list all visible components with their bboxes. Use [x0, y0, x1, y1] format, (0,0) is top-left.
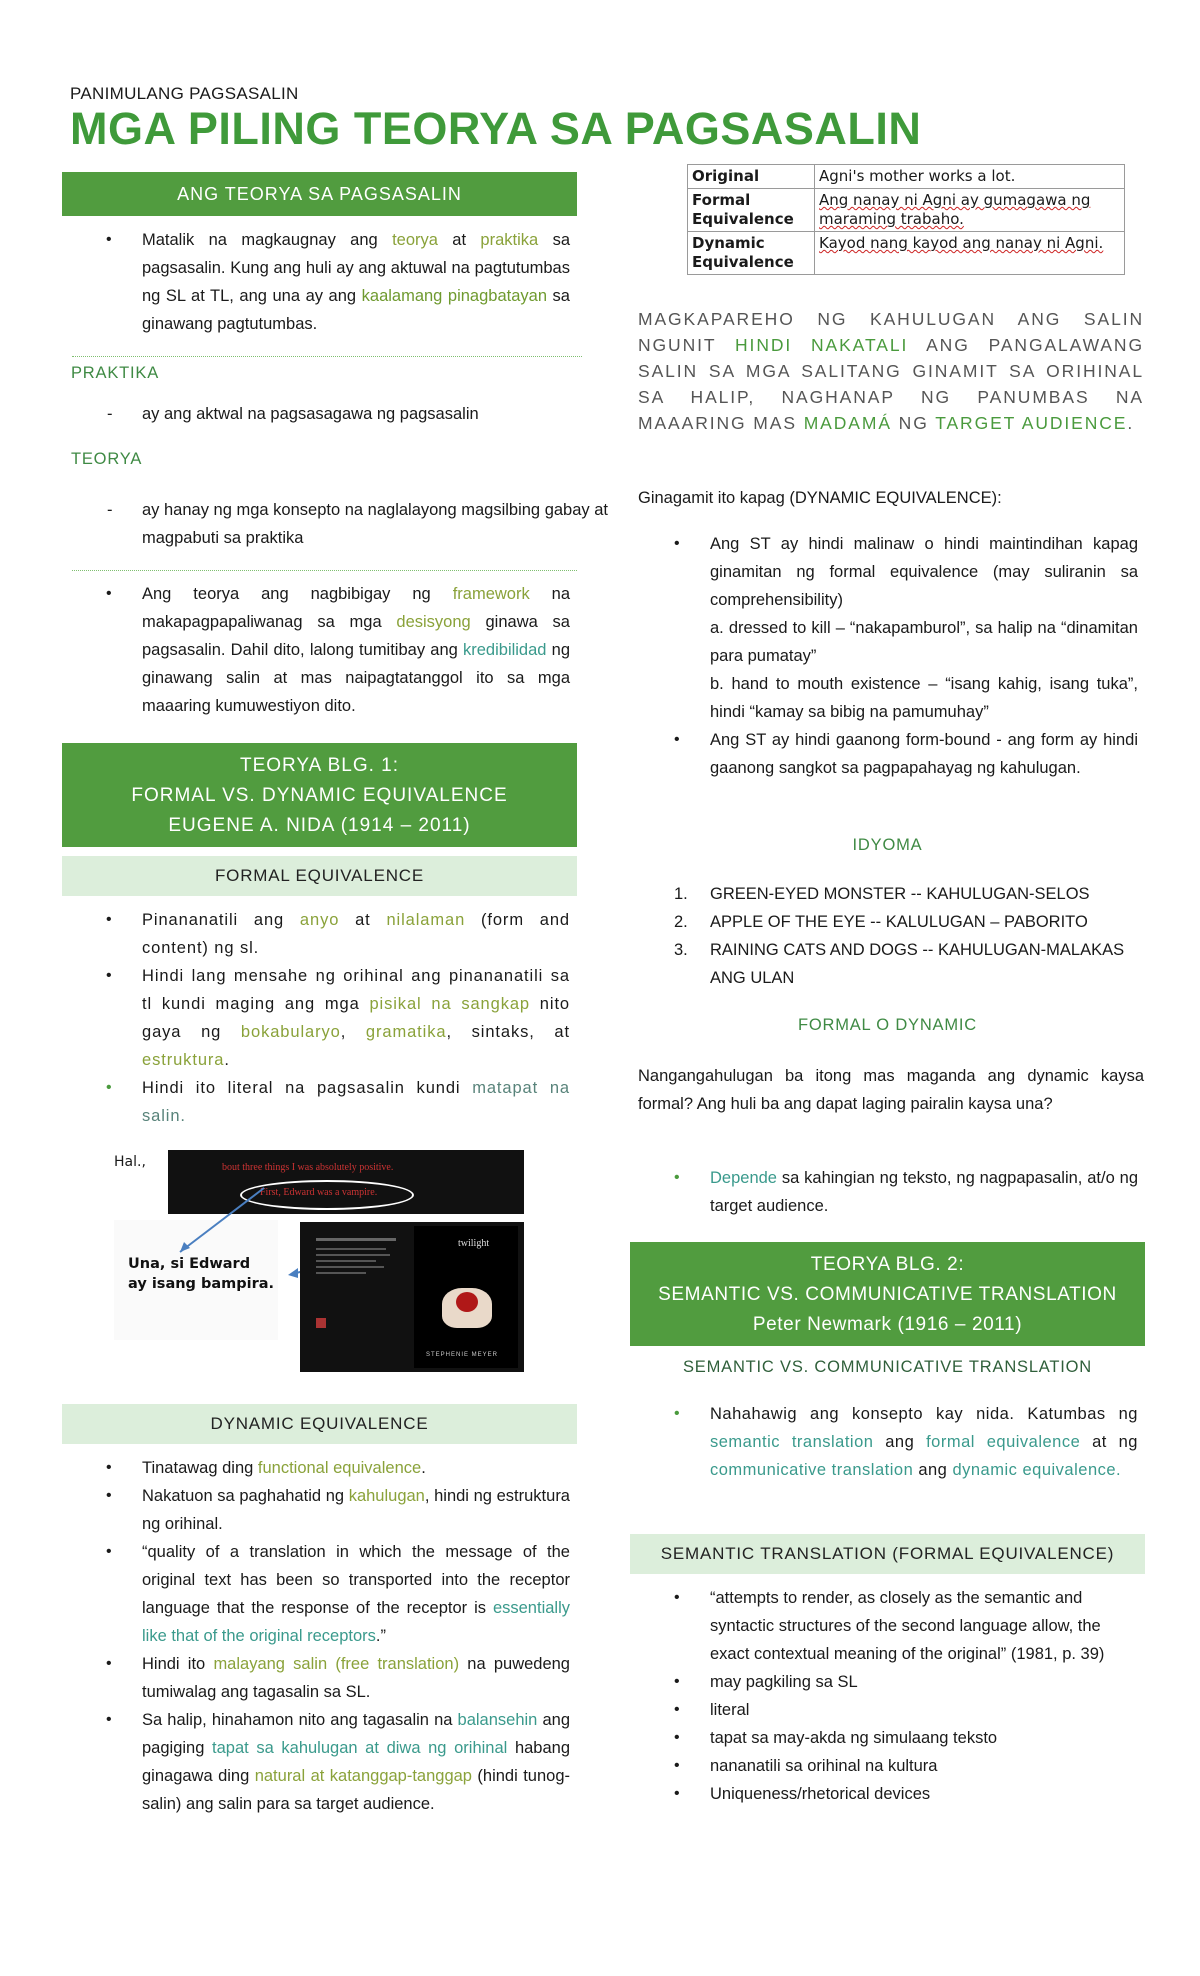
page-title: MGA PILING TEORYA SA PAGSASALIN [70, 103, 922, 154]
praktika-definition: - ay ang aktwal na pagsasagawa ng pagsasalin [62, 400, 650, 428]
list-item: • Sa halip, hinahamon nito ang tagasalin na balansehin ang pagiging tapat sa kahulugan at diwa ng orihinal habang ginagawa ding natural at katanggap-tanggap (hindi tunog-salin) ang salin para sa target audience. [62, 1706, 570, 1818]
framework-list [62, 580, 570, 720]
table-cell: Formal Equivalence [688, 189, 815, 232]
example-figure [114, 1146, 584, 1376]
table-row [688, 189, 1125, 232]
dynamic-list [62, 1454, 570, 1818]
list-item: • Nahahawig ang konsepto kay nida. Katumbas ng semantic translation ang formal equivalence at ng communicative translation ang dynamic equivalence. [630, 1400, 1138, 1484]
formal-equivalence-band: FORMAL EQUIVALENCE [62, 856, 577, 896]
list-item: • Hindi ito malayang salin (free translation) na puwedeng tumiwalag ang tagasalin sa SL. [62, 1650, 570, 1706]
teorya-2-number: TEORYA BLG. 2: [810, 1254, 965, 1275]
list-item: • Hindi ito literal na pagsasalin kundi matapat na salin. [62, 1074, 570, 1130]
summary-text: MAGKAPAREHO NG KAHULUGAN ANG SALIN NGUNIT HINDI NAKATALI ANG PANGALAWANG SALIN SA MGA SALITANG GINAMIT SA ORIHINAL SA HALIP, NAGHANAP NG PANUMBAS NA MAAARING MAS MADAMÁ NG TARGET AUDIENCE. [638, 309, 1144, 433]
example-b: b. hand to mouth existence – “isang kahig, isang tuka”, hindi “kamay sa bibig na pamumuhay” [710, 675, 1138, 721]
list-item: • Pinananatili ang anyo at nilalaman (form and content) ng sl. [62, 906, 570, 962]
teorya-2-name: SEMANTIC VS. COMMUNICATIVE TRANSLATION [658, 1284, 1117, 1305]
book-quote-line-2: First, Edward was a vampire. [260, 1187, 378, 1198]
list-item: • Ang teorya ang nagbibigay ng framework na makapagpapaliwanag sa mga desisyong ginawa sa pagsasalin. Dahil dito, lalong tumitibay ang kredibilidad ng ginawang salin at mas naipagtatanggol ito sa mga maaaring kumuwestiyon dito. [62, 580, 570, 720]
list-item [630, 530, 1138, 726]
depende-list [630, 1164, 1138, 1220]
list-item: • Nakatuon sa paghahatid ng kahulugan, hindi ng estruktura ng orihinal. [62, 1482, 570, 1538]
praktika-heading: PRAKTIKA [71, 364, 160, 382]
arrow-head [288, 1268, 298, 1278]
ginagamit-reason-1: • Ang ST ay hindi malinaw o hindi maintindihan kapag ginamitan ng formal equivalence (may suliranin sa comprehensibility) [710, 535, 1138, 609]
list-item: • Ang ST ay hindi gaanong form-bound - ang form ay hindi gaanong sangkot sa pagpapahayag ng kahulugan. [630, 726, 1138, 782]
list-item: • Hindi lang mensahe ng orihinal ang pinananatili sa tl kundi maging ang mga pisikal na sangkap nito gaya ng bokabularyo, gramatika, sintaks, at estruktura. [62, 962, 570, 1074]
list-item: 2. APPLE OF THE EYE -- KALULUGAN – PABORITO [674, 913, 1088, 931]
list-item: • Uniqueness/rhetorical devices [630, 1780, 1138, 1808]
list-item: 3. RAINING CATS AND DOGS -- KAHULUGAN-MALAKAS ANG ULAN [674, 941, 1125, 987]
idyoma-heading: IDYOMA [852, 836, 923, 854]
table-cell: Dynamic Equivalence [688, 232, 815, 275]
table-cell: Ang nanay ni Agni ay gumagawa ng maraming trabaho. [815, 189, 1125, 232]
page-subtitle: PANIMULANG PAGSASALIN [70, 84, 299, 103]
handwritten-line-2: ay isang bampira. [128, 1276, 275, 1292]
teorya-2-band [630, 1242, 1145, 1346]
list-item: • “attempts to render, as closely as the semantic and syntactic structures of the second language allow, the exact contextual meaning of the original” (1981, p. 39) [630, 1584, 1138, 1668]
book-back-cover [308, 1230, 404, 1364]
ginagamit-list [630, 530, 1138, 782]
table-cell: Original [688, 165, 815, 189]
formal-list [62, 906, 570, 1130]
book-quote-line-1: bout three things I was absolutely positive. [222, 1162, 394, 1173]
teorya-1-name: FORMAL VS. DYNAMIC EQUIVALENCE [131, 785, 508, 806]
dynamic-equivalence-band: DYNAMIC EQUIVALENCE [62, 1404, 577, 1444]
ginagamit-label: Ginagamit ito kapag (DYNAMIC EQUIVALENCE): [638, 489, 1002, 507]
list-item: • nananatili sa orihinal na kultura [630, 1752, 1138, 1780]
teorya-heading: TEORYA [71, 450, 143, 468]
list-item: • Depende sa kahingian ng teksto, ng nagpapasalin, at/o ng target audience. [630, 1164, 1138, 1220]
list-item: • “quality of a translation in which the message of the original text has been so transported into the receptor language that the response of the receptor is essentially like that of the original receptors.” [62, 1538, 570, 1650]
book-front-cover [414, 1226, 518, 1368]
arrow-line [180, 1188, 264, 1252]
semantic-vs-communicative-heading: SEMANTIC VS. COMMUNICATIVE TRANSLATION [682, 1358, 1093, 1376]
apple-shape [456, 1292, 478, 1312]
book-cover-image [300, 1222, 524, 1372]
teorya-1-band [62, 743, 577, 847]
ang-teorya-band: ANG TEORYA SA PAGSASALIN [62, 172, 577, 216]
book-author: STEPHENIE MEYER [426, 1352, 499, 1358]
list-item: 1. GREEN-EYED MONSTER -- KAHULUGAN-SELOS [674, 885, 1090, 903]
question-text: Nangangahulugan ba itong mas maganda ang dynamic kaysa formal? Ang huli ba ang dapat laging pairalin kaysa una? [638, 1067, 1144, 1113]
list-item: • may pagkiling sa SL [630, 1668, 1138, 1696]
table-row [688, 232, 1125, 275]
arrow-head [180, 1242, 190, 1252]
equivalence-table [687, 164, 1125, 275]
example-a: a. dressed to kill – “nakapamburol”, sa halip na “dinamitan para pumatay” [710, 619, 1138, 665]
divider [72, 356, 582, 357]
handwritten-line-1: Una, si Edward [128, 1256, 251, 1272]
list-item: • tapat sa may-akda ng simulaang teksto [630, 1724, 1138, 1752]
list-item: • Matalik na magkaugnay ang teorya at praktika sa pagsasalin. Kung ang huli ay ang aktuwal na pagtutumbas ng SL at TL, ang una ay ang kaalamang pinagbatayan sa ginawang pagtutumbas. [62, 226, 570, 338]
svc-list [630, 1400, 1138, 1484]
table-cell: Agni's mother works a lot. [815, 165, 1125, 189]
teorya-definition: - ay hanay ng mga konsepto na naglalayong magsilbing gabay at magpabuti sa praktika [62, 496, 650, 552]
teorya-1-author: EUGENE A. NIDA (1914 – 2011) [168, 815, 471, 836]
teorya-1-number: TEORYA BLG. 1: [239, 755, 400, 776]
hal-label: Hal., [114, 1154, 146, 1170]
list-item: • literal [630, 1696, 1138, 1724]
formal-o-dynamic-heading: FORMAL O DYNAMIC [797, 1016, 978, 1034]
ang-teorya-list [62, 226, 570, 338]
table-cell: Kayod nang kayod ang nanay ni Agni. [815, 232, 1125, 275]
semantic-translation-band: SEMANTIC TRANSLATION (FORMAL EQUIVALENCE) [630, 1534, 1145, 1574]
divider [72, 570, 577, 571]
semantic-list [630, 1584, 1138, 1808]
table-row [688, 165, 1125, 189]
idyoma-list [630, 880, 1138, 992]
book-title: twilight [458, 1238, 490, 1249]
teorya-2-author: Peter Newmark (1916 – 2011) [752, 1314, 1023, 1335]
list-item: • Tinatawag ding functional equivalence. [62, 1454, 570, 1482]
